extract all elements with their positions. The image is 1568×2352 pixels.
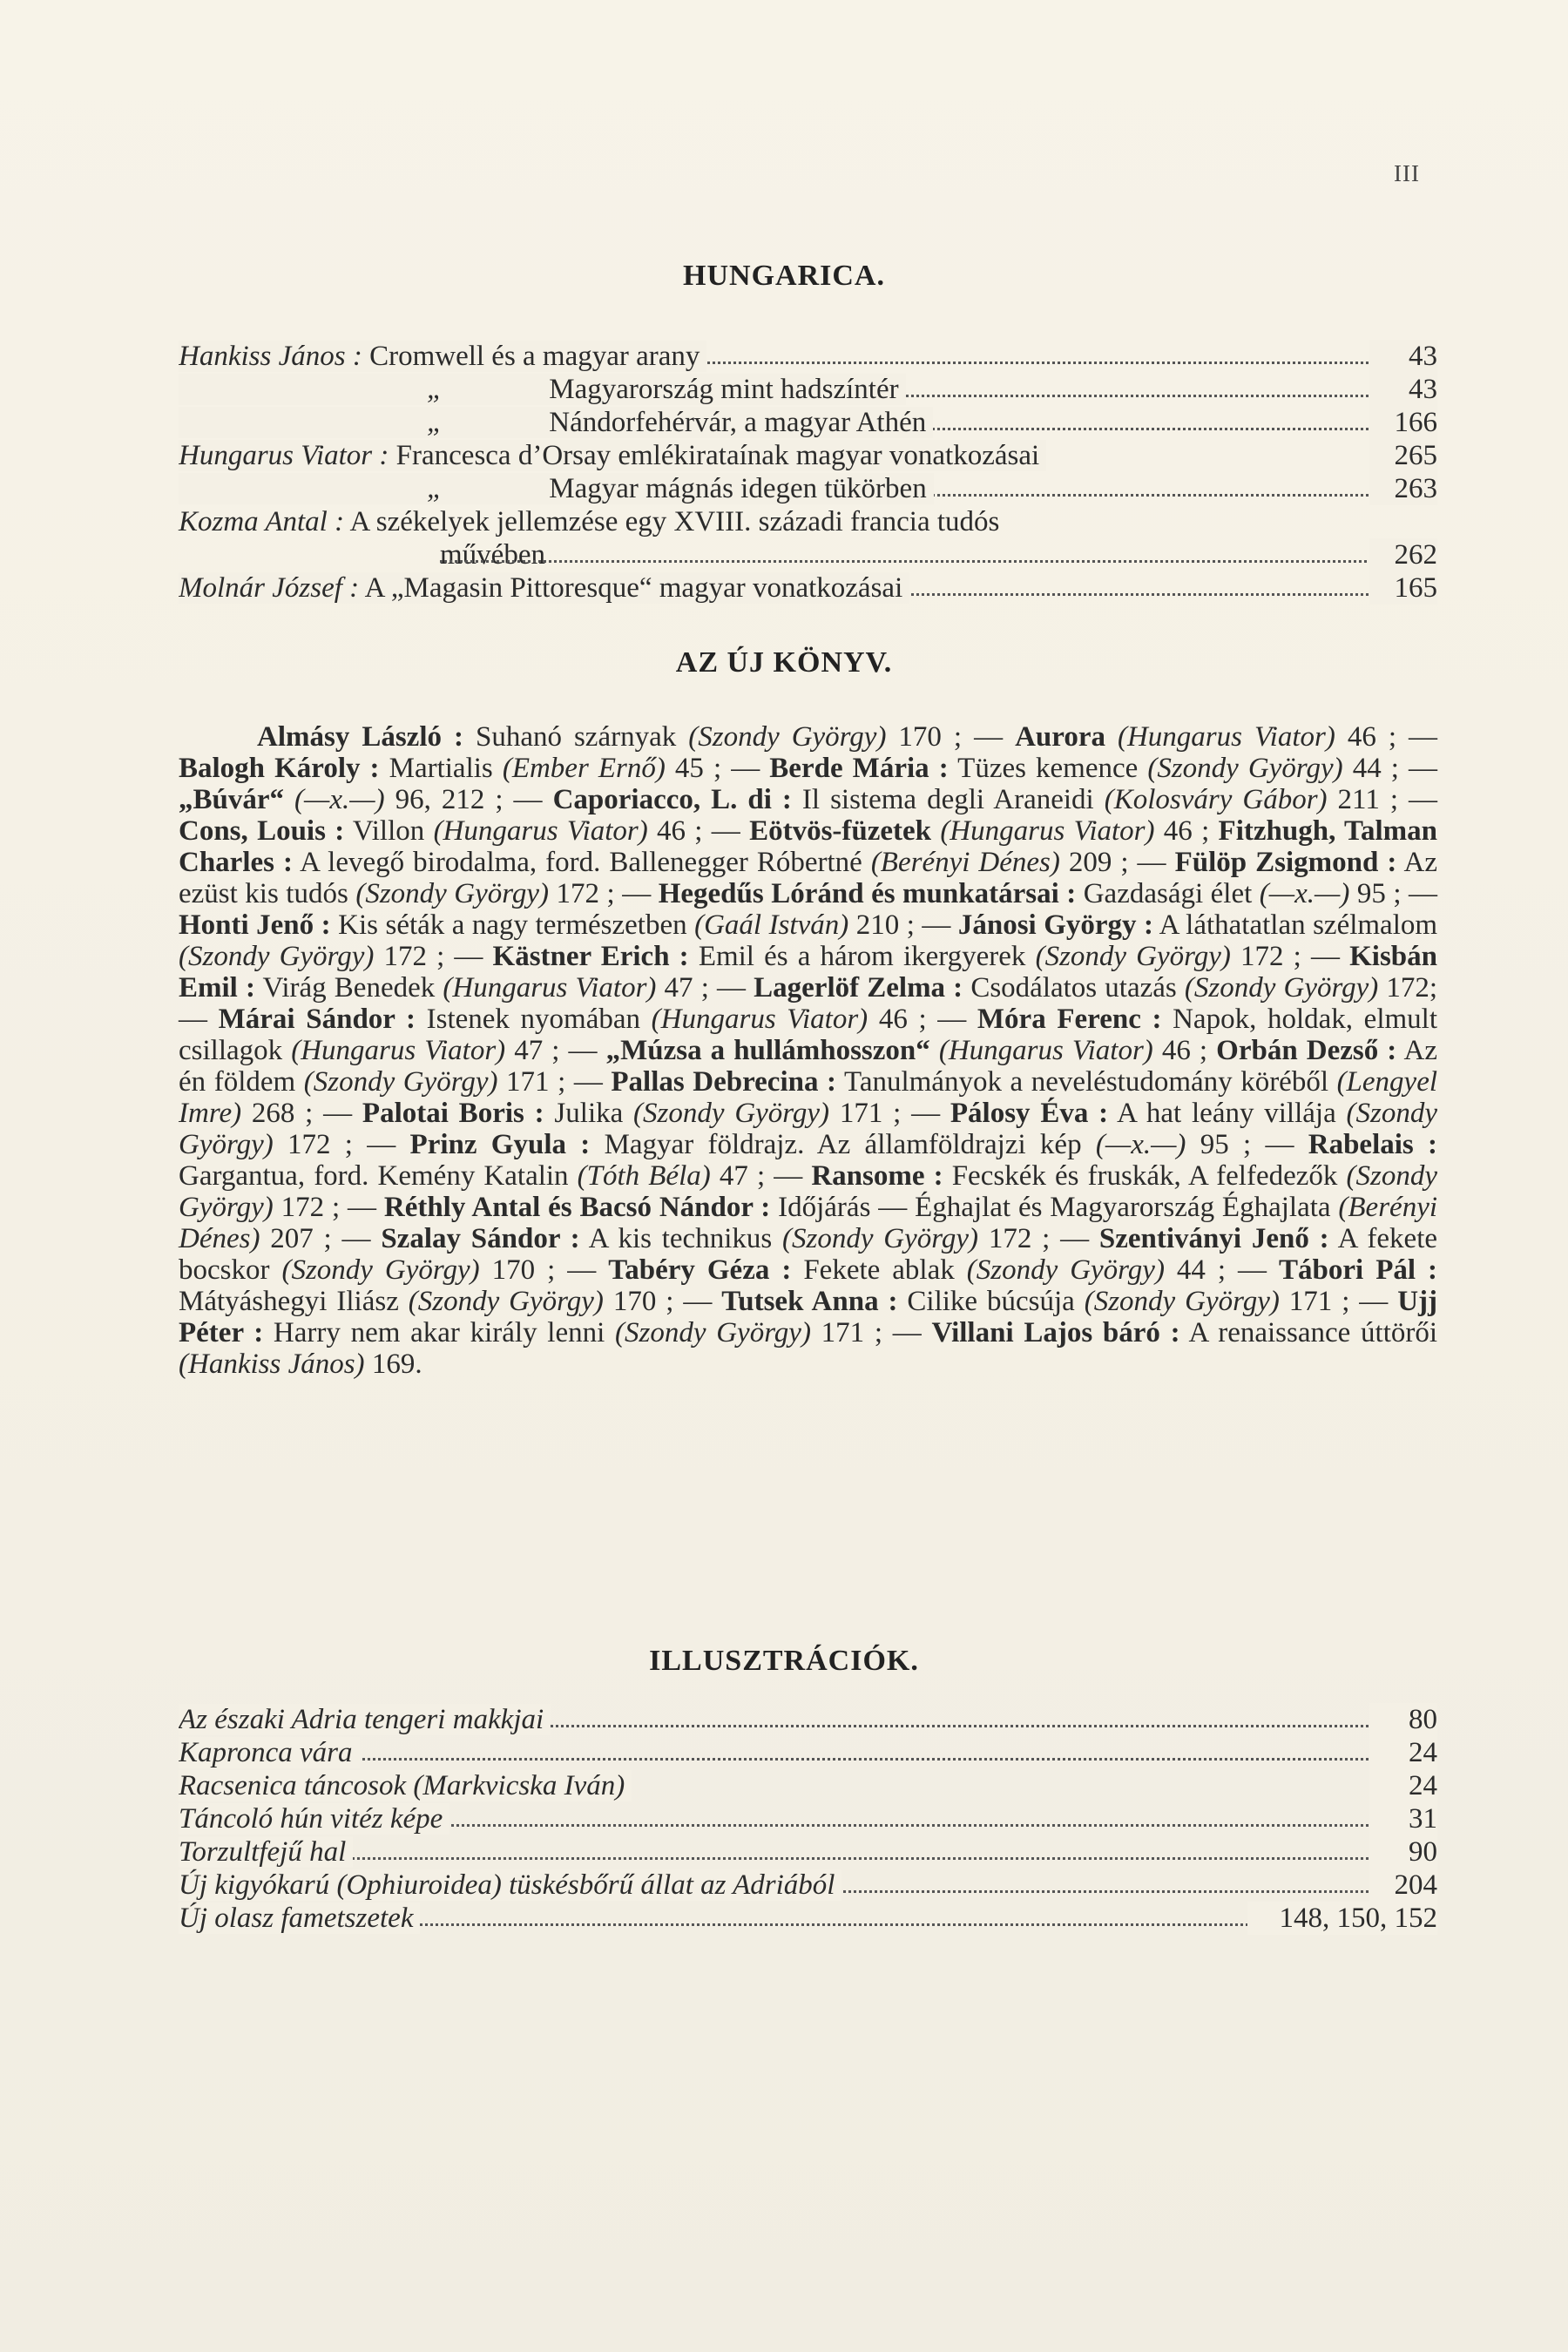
review-ref: 95 ; —: [1349, 878, 1438, 909]
review-name: Berde Mária :: [769, 753, 949, 784]
reviewer-name: (Hungarus Viator): [443, 972, 657, 1004]
review-ref: 171 ; —: [829, 1098, 950, 1129]
reviewer-name: (Szondy György): [179, 941, 375, 972]
review-work: Fekete ablak: [791, 1254, 967, 1286]
reviewer-name: (Szondy György): [355, 878, 550, 909]
illustration-title: Az északi Adria tengeri makkjai: [179, 1704, 551, 1735]
illustration-page: 24: [1369, 1736, 1437, 1769]
review-work: A láthatatlan szélmalom: [1153, 909, 1438, 941]
illustration-title: Új kigyókarú (Ophiuroidea) tüskésbőrű állat az Adriából: [179, 1869, 841, 1901]
illustration-title: Torzultfejű hal: [179, 1836, 353, 1868]
review-work: Martialis: [379, 753, 503, 784]
review-name: Jánosi György :: [957, 909, 1153, 941]
entry-title: Magyar mágnás idegen tükörben: [549, 473, 927, 504]
entry-title: Francesca d’Orsay emlékirataínak magyar vonatkozásai: [395, 440, 1040, 471]
toc-left: [179, 473, 934, 504]
review-ref: 170 ; —: [886, 721, 1016, 753]
toc-left: [179, 407, 933, 438]
entry-title: Magyarország mint hadszíntér: [549, 374, 899, 405]
review-work: A renaissance úttörői: [1179, 1317, 1438, 1348]
reviewer-name: (Ember Ernő): [502, 753, 666, 784]
page-ref: 262: [1369, 538, 1437, 571]
review-ref: 44 ; —: [1342, 753, 1437, 784]
reviewer-name: (Hungarus Viator): [931, 815, 1155, 847]
illustration-entry: [179, 1703, 1437, 1736]
illustration-page: 204: [1369, 1869, 1437, 1902]
review-ref: 172 ; —: [273, 1192, 384, 1223]
review-ref: 46 ; —: [647, 815, 750, 847]
entry-title: Cromwell és a magyar arany: [369, 341, 700, 372]
entry-title: Nándorfehérvár, a magyar Athén: [549, 407, 927, 438]
review-work: Emil és a három ikergyerek: [688, 941, 1036, 972]
illustration-entry: [179, 1736, 1437, 1769]
review-work: Cilike búcsúja: [897, 1286, 1085, 1317]
dot-leader: [179, 1758, 1437, 1761]
review-name: Orbán Dezső :: [1216, 1035, 1397, 1066]
reviewer-name: (—x.—): [1095, 1129, 1186, 1160]
illustration-title: Racsenica táncosok (Markvicska Iván): [179, 1770, 632, 1801]
toc-entry: [179, 571, 1437, 605]
review-work: Kis séták a nagy természetben: [330, 909, 695, 941]
page-number: III: [1394, 160, 1420, 186]
reviewer-name: (Szondy György): [966, 1254, 1165, 1286]
review-work: Julika: [544, 1098, 634, 1129]
review-name: Tábori Pál :: [1279, 1254, 1438, 1286]
section-title-illusztraciok: ILLUSZTRÁCIÓK.: [649, 1645, 919, 1677]
page-ref: 43: [1369, 373, 1437, 406]
hungarica-list: [179, 340, 1437, 605]
reviewer-name: (Hungarus Viator): [291, 1035, 506, 1066]
review-work: Villon: [344, 815, 434, 847]
dot-leader: [440, 560, 1376, 563]
page-ref: 166: [1369, 406, 1437, 439]
reviewer-name: (Szondy György): [1084, 1286, 1280, 1317]
toc-entry: [179, 406, 1437, 439]
review-ref: 96, 212 ; —: [384, 784, 553, 815]
ditto-mark: „: [427, 374, 443, 405]
review-name: Móra Ferenc :: [977, 1004, 1162, 1035]
review-ref: 207 ; —: [260, 1223, 382, 1254]
review-name: Szalay Sándor :: [381, 1223, 580, 1254]
review-work: Il sistema degli Araneidi: [791, 784, 1105, 815]
review-work: Tanulmányok a neveléstudomány köréből: [836, 1066, 1337, 1098]
entry-title-line-1: A székelyek jellemzése egy XVIII. századi francia tudós: [349, 506, 1000, 537]
review-work: Virág Benedek: [254, 972, 443, 1004]
illustration-entry: [179, 1802, 1437, 1835]
review-ref: 209 ; —: [1059, 847, 1175, 878]
review-work: A hat leány villája: [1108, 1098, 1347, 1129]
reviewer-name: (Szondy György): [633, 1098, 830, 1129]
page-ref: 165: [1369, 571, 1437, 605]
review-work: A fekete bocskor: [179, 1223, 1438, 1286]
toc-left: [179, 374, 906, 405]
review-name: Ujj Péter :: [179, 1286, 1438, 1348]
review-name: Caporiacco, L. di :: [552, 784, 792, 815]
review-name: Villani Lajos báró :: [931, 1317, 1180, 1348]
review-name: Tutsek Anna :: [721, 1286, 898, 1317]
entry-title: A „Magasin Pittoresque“ magyar vonatkozásai: [364, 572, 903, 604]
review-name: Balogh Károly :: [179, 753, 380, 784]
toc-entry: [179, 340, 1437, 373]
section-title-uj-konyv: AZ ÚJ KÖNYV.: [675, 646, 893, 679]
review-ref: 45 ; —: [665, 753, 770, 784]
toc-left: [179, 440, 1046, 471]
page-ref: 265: [1369, 439, 1437, 472]
review-ref: 172; —: [179, 972, 1438, 1035]
review-name: Pálosy Éva :: [950, 1098, 1109, 1129]
reviewer-name: (Szondy György): [1184, 972, 1379, 1004]
review-ref: 46 ; —: [1335, 721, 1437, 753]
review-name: Kisbán Emil :: [179, 941, 1438, 1004]
illustrations-list: [179, 1703, 1437, 1935]
review-name: „Búvár“: [179, 784, 285, 815]
review-ref: 268 ; —: [241, 1098, 362, 1129]
reviewer-name: (Hungarus Viator): [433, 815, 648, 847]
illustration-entry: [179, 1769, 1437, 1802]
review-name: Fitzhugh, Talman Charles :: [179, 815, 1438, 878]
review-work: A levegő birodalma, ford. Ballenegger Róbertné: [292, 847, 871, 878]
review-name: Cons, Louis :: [179, 815, 345, 847]
review-name: Lagerlöf Zelma :: [754, 972, 963, 1004]
reviewer-name: (Szondy György): [615, 1317, 811, 1348]
review-name: „Múzsa a hullámhosszon“: [605, 1035, 930, 1066]
review-ref: 44 ; —: [1164, 1254, 1280, 1286]
review-ref: 170 ; —: [479, 1254, 609, 1286]
review-ref: 172 ; —: [549, 878, 659, 909]
review-work: A kis technikus: [579, 1223, 783, 1254]
review-work: Az én földem: [179, 1035, 1437, 1098]
review-name: Tabéry Géza :: [608, 1254, 792, 1286]
illustration-entry: [179, 1869, 1437, 1902]
review-work: Csodálatos utazás: [963, 972, 1185, 1004]
review-ref: 210 ; —: [848, 909, 958, 941]
entry-second-line: [179, 538, 1437, 571]
reviewer-name: (Szondy György): [1147, 753, 1343, 784]
reviewer-name: (Szondy György): [179, 1098, 1437, 1160]
review-ref: 211 ; —: [1327, 784, 1437, 815]
review-ref: 47 ; —: [505, 1035, 606, 1066]
reviewer-name: (Szondy György): [179, 1160, 1437, 1223]
author-name: Hankiss János :: [179, 341, 362, 372]
reviewer-name: (Berényi Dénes): [870, 847, 1060, 878]
review-name: Prinz Gyula :: [409, 1129, 591, 1160]
review-name: Aurora: [1015, 721, 1105, 753]
review-work: Az ezüst kis tudós: [179, 847, 1437, 909]
author-name: Hungarus Viator :: [179, 440, 389, 471]
review-work: Időjárás — Éghajlat és Magyarország Éghajlata: [770, 1192, 1339, 1223]
section-title-hungarica: HUNGARICA.: [683, 260, 885, 292]
page-ref: 43: [1369, 340, 1437, 373]
review-work: Gazdasági élet: [1076, 878, 1260, 909]
toc-entry: [179, 373, 1437, 406]
reviewer-name: (Szondy György): [688, 721, 887, 753]
review-ref: 46 ; —: [868, 1004, 977, 1035]
reviewer-name: (—x.—): [1259, 878, 1350, 909]
review-ref: 46 ;: [1154, 815, 1219, 847]
toc-left: [179, 341, 706, 372]
review-work: Tüzes kemence: [948, 753, 1148, 784]
entry-title-line-2: művében: [440, 539, 545, 571]
review-name: Almásy László :: [257, 721, 463, 753]
review-ref: 171 ; —: [497, 1066, 612, 1098]
reviewer-name: (Kolosváry Gábor): [1104, 784, 1328, 815]
dot-leader: [179, 1857, 1437, 1860]
toc-left: [179, 572, 909, 604]
illustration-entry: [179, 1902, 1437, 1935]
review-name: Palotai Boris :: [362, 1098, 544, 1129]
reviewer-name: (Szondy György): [782, 1223, 979, 1254]
reviewer-name: (—x.—): [284, 784, 385, 815]
reviewer-name: (Hungarus Viator): [1105, 721, 1335, 753]
review-name: Rabelais :: [1308, 1129, 1438, 1160]
illustration-page: 80: [1369, 1703, 1437, 1736]
illustration-entry: [179, 1835, 1437, 1869]
reviewer-name: (Szondy György): [281, 1254, 480, 1286]
review-ref: 169.: [364, 1348, 422, 1380]
reviewer-name: (Szondy György): [408, 1286, 604, 1317]
wrapped-toc-entry: [179, 505, 1437, 571]
review-ref: 172 ; —: [273, 1129, 410, 1160]
illustration-title: Kapronca vára: [179, 1737, 360, 1768]
reviewer-name: (Hungarus Viator): [929, 1035, 1153, 1066]
review-ref: 47 ; —: [656, 972, 754, 1004]
reviewer-name: (Berényi Dénes): [179, 1192, 1438, 1254]
author-name: Kozma Antal :: [179, 506, 345, 537]
review-work: Suhanó szárnyak: [463, 721, 689, 753]
review-work: Mátyáshegyi Iliász: [179, 1286, 409, 1317]
reviewer-name: (Gaál István): [694, 909, 849, 941]
review-work: Napok, holdak, elmult csillagok: [179, 1004, 1437, 1066]
illustration-page: 24: [1369, 1769, 1437, 1802]
entry-first-line: [179, 505, 1437, 538]
author-name: Molnár József :: [179, 572, 360, 604]
toc-entry: [179, 439, 1437, 472]
review-ref: 46 ;: [1152, 1035, 1217, 1066]
review-ref: 171 ; —: [810, 1317, 932, 1348]
review-ref: 172 ; —: [374, 941, 493, 972]
reviewer-name: (Hungarus Viator): [651, 1004, 868, 1035]
illustration-page: 90: [1369, 1835, 1437, 1869]
review-ref: 171 ; —: [1279, 1286, 1398, 1317]
review-ref: 172 ; —: [978, 1223, 1099, 1254]
toc-entry: [179, 472, 1437, 505]
ditto-mark: „: [427, 473, 443, 504]
review-name: Szentiványi Jenő :: [1098, 1223, 1329, 1254]
review-name: Eötvös-füzetek: [749, 815, 932, 847]
review-work: Magyar földrajz. Az államföldrajzi kép: [590, 1129, 1096, 1160]
reviewer-name: (Lengyel Imre): [179, 1066, 1438, 1129]
reviewer-name: (Szondy György): [303, 1066, 498, 1098]
review-name: Fülöp Zsigmond :: [1174, 847, 1397, 878]
review-ref: 172 ; —: [1230, 941, 1350, 972]
illustration-title: Táncoló hún vitéz képe: [179, 1803, 449, 1835]
review-name: Pallas Debrecina :: [611, 1066, 837, 1098]
page-ref: 263: [1369, 472, 1437, 505]
review-ref: 47 ; —: [710, 1160, 812, 1192]
review-paragraph: [179, 721, 1437, 1380]
illustration-page: 148, 150, 152: [1247, 1902, 1437, 1935]
ditto-mark: „: [427, 407, 443, 438]
review-work: Istenek nyomában: [415, 1004, 652, 1035]
review-ref: 170 ; —: [603, 1286, 722, 1317]
review-name: Honti Jenő :: [179, 909, 331, 941]
review-work: Fecskék és fruskák, A felfedezők: [943, 1160, 1347, 1192]
review-ref: 95 ; —: [1186, 1129, 1308, 1160]
review-name: Márai Sándor :: [218, 1004, 416, 1035]
reviewer-name: (Szondy György): [1035, 941, 1231, 972]
uj-konyv-text: [179, 721, 1437, 1380]
review-name: Kästner Erich :: [492, 941, 689, 972]
review-name: Hegedűs Lóránd és munkatársai :: [658, 878, 1077, 909]
review-work: Gargantua, ford. Kemény Katalin: [179, 1160, 578, 1192]
illustration-title: Új olasz fametszetek: [179, 1903, 420, 1934]
reviewer-name: (Tóth Béla): [577, 1160, 711, 1192]
illustration-page: 31: [1369, 1802, 1437, 1835]
reviewer-name: (Hankiss János): [179, 1348, 365, 1380]
review-name: Réthly Antal és Bacsó Nándor :: [383, 1192, 771, 1223]
review-name: Ransome :: [811, 1160, 943, 1192]
review-work: Harry nem akar király lenni: [263, 1317, 616, 1348]
